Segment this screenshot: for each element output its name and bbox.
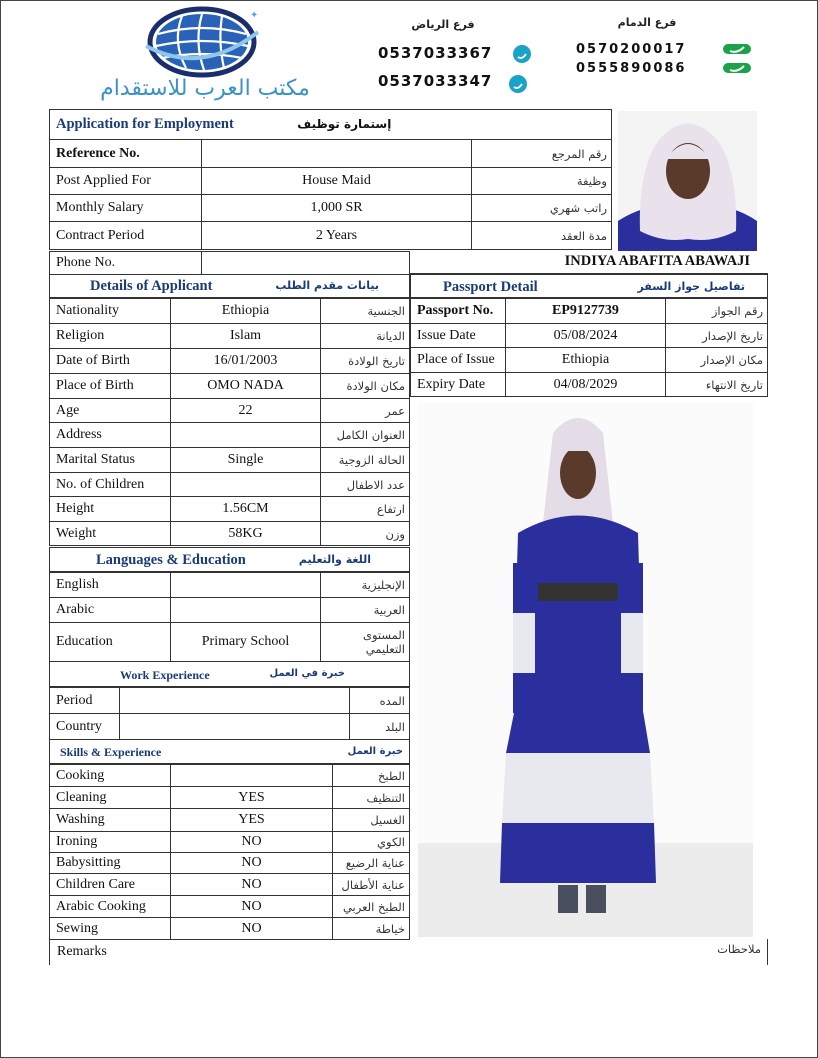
table-row xyxy=(50,874,410,896)
languages-title-en: Languages & Education xyxy=(96,552,246,568)
field-label-ar: مكان الإصدار xyxy=(666,348,768,373)
field-label-ar: المستوى التعليمي xyxy=(321,623,410,662)
table-row xyxy=(50,918,410,940)
branch-dammam-label: فرع الدمام xyxy=(617,16,677,29)
remarks-row xyxy=(49,939,768,965)
portrait-photo xyxy=(618,111,757,251)
table-row xyxy=(50,448,410,473)
field-label: Place of Issue xyxy=(411,348,506,373)
work-section-title xyxy=(49,661,410,687)
field-label-ar: مدة العقد xyxy=(472,222,612,250)
field-label-ar: وظيفة xyxy=(472,168,612,195)
skills-table xyxy=(49,764,410,940)
contract-value[interactable]: 2 Years xyxy=(202,222,472,250)
table-row xyxy=(411,348,768,373)
table-row xyxy=(50,809,410,832)
applicant-section-title xyxy=(49,274,410,298)
field-label-ar: العربية xyxy=(321,598,410,623)
field-label: Arabic Cooking xyxy=(50,896,171,918)
field-value[interactable]: OMO NADA xyxy=(171,374,321,399)
field-label-ar: الكوي xyxy=(333,832,410,853)
field-label: Education xyxy=(50,623,171,662)
field-value[interactable]: 58KG xyxy=(171,522,321,546)
languages-table xyxy=(49,572,410,662)
field-label-ar: العنوان الكامل xyxy=(321,423,410,448)
remarks-label-ar: ملاحظات xyxy=(717,942,761,956)
field-value[interactable] xyxy=(120,714,350,740)
phone-value[interactable] xyxy=(202,252,410,275)
field-label-ar: عناية الرضيع xyxy=(333,853,410,874)
field-value[interactable]: YES xyxy=(171,809,333,832)
table-row xyxy=(50,252,410,275)
field-label-ar: تاريخ الإصدار xyxy=(666,324,768,348)
full-body-photo xyxy=(418,403,753,937)
field-value[interactable]: NO xyxy=(171,918,333,940)
field-label: Post Applied For xyxy=(50,168,202,195)
table-row xyxy=(50,497,410,522)
field-value[interactable]: Single xyxy=(171,448,321,473)
field-label: Ironing xyxy=(50,832,171,853)
field-value[interactable] xyxy=(171,423,321,448)
field-label: Weight xyxy=(50,522,171,546)
field-label: English xyxy=(50,573,171,598)
table-row xyxy=(50,522,410,546)
skills-section-title xyxy=(49,739,410,764)
field-label-ar: عناية الأطفال xyxy=(333,874,410,896)
riyadh-phone-1[interactable]: 0537033367 xyxy=(378,44,493,62)
applicant-title-en: Details of Applicant xyxy=(90,278,213,294)
work-title-ar: خبرة في العمل xyxy=(269,668,345,679)
table-row xyxy=(50,623,410,662)
field-label: Date of Birth xyxy=(50,349,171,374)
field-label: Address xyxy=(50,423,171,448)
field-label-ar: وزن xyxy=(321,522,410,546)
field-label: Sewing xyxy=(50,918,171,940)
field-label: Washing xyxy=(50,809,171,832)
field-label-ar: عمر xyxy=(321,399,410,423)
field-label: Reference No. xyxy=(50,140,202,168)
field-value[interactable]: Islam xyxy=(171,324,321,349)
passport-table xyxy=(410,298,768,397)
field-label-ar: الإنجليزية xyxy=(321,573,410,598)
field-label: Religion xyxy=(50,324,171,349)
field-label-ar: الديانة xyxy=(321,324,410,349)
table-row xyxy=(411,299,768,324)
passport-title-ar: تفاصيل جواز السفر xyxy=(637,280,745,293)
dammam-phone-1[interactable]: 0570200017 xyxy=(576,42,687,57)
table-row xyxy=(50,573,410,598)
field-label: Children Care xyxy=(50,874,171,896)
table-row xyxy=(50,896,410,918)
table-row xyxy=(50,423,410,448)
field-value[interactable] xyxy=(171,765,333,787)
table-row xyxy=(50,168,612,195)
field-label-ar: تاريخ الانتهاء xyxy=(666,373,768,397)
skills-title-en: Skills & Experience xyxy=(60,745,162,759)
field-value[interactable] xyxy=(171,598,321,623)
field-value[interactable]: Primary School xyxy=(171,623,321,662)
table-row xyxy=(50,349,410,374)
logo xyxy=(70,6,340,106)
field-label-ar: الغسيل xyxy=(333,809,410,832)
field-value[interactable]: Ethiopia xyxy=(506,348,666,373)
field-label: Height xyxy=(50,497,171,522)
field-value[interactable]: NO xyxy=(171,832,333,853)
field-value[interactable]: Ethiopia xyxy=(171,299,321,324)
field-value[interactable]: NO xyxy=(171,853,333,874)
field-label: Cleaning xyxy=(50,787,171,809)
field-label-ar: مكان الولادة xyxy=(321,374,410,399)
field-label: Marital Status xyxy=(50,448,171,473)
work-title-en: Work Experience xyxy=(120,668,210,682)
table-row xyxy=(411,373,768,397)
phone-label: Phone No. xyxy=(50,252,202,275)
application-title-ar: إستمارة توظيف xyxy=(297,117,392,131)
field-value[interactable]: 16/01/2003 xyxy=(171,349,321,374)
field-label-ar: راتب شهري xyxy=(472,195,612,222)
field-label-ar: عدد الاطفال xyxy=(321,473,410,497)
field-label: Monthly Salary xyxy=(50,195,202,222)
field-value[interactable]: 1.56CM xyxy=(171,497,321,522)
table-row xyxy=(50,598,410,623)
field-label-ar: البلد xyxy=(350,714,410,740)
table-row xyxy=(50,473,410,497)
field-label-ar: رقم الجواز xyxy=(666,299,768,324)
field-label: Expiry Date xyxy=(411,373,506,397)
field-label-ar: المده xyxy=(350,688,410,714)
applicant-title-ar: بيانات مقدم الطلب xyxy=(275,279,379,292)
table-row xyxy=(50,195,612,222)
field-label: Arabic xyxy=(50,598,171,623)
languages-section-title xyxy=(49,547,410,572)
branch-riyadh-label: فرع الرياض xyxy=(411,18,475,31)
table-row xyxy=(50,299,410,324)
field-value[interactable] xyxy=(171,573,321,598)
applicant-table xyxy=(49,298,410,546)
field-label-ar: التنظيف xyxy=(333,787,410,809)
reference-value[interactable] xyxy=(202,140,472,168)
svg-text:✦: ✦ xyxy=(250,10,259,21)
field-label: Country xyxy=(50,714,120,740)
field-label: Place of Birth xyxy=(50,374,171,399)
field-label-ar: تاريخ الولادة xyxy=(321,349,410,374)
field-label-ar: الطبخ العربي xyxy=(333,896,410,918)
field-label-ar: الحالة الزوجية xyxy=(321,448,410,473)
table-row xyxy=(50,324,410,349)
phone-icon xyxy=(722,61,752,75)
field-value[interactable] xyxy=(171,473,321,497)
field-label: Contract Period xyxy=(50,222,202,250)
table-row xyxy=(50,222,612,250)
table-row xyxy=(50,374,410,399)
post-value[interactable]: House Maid xyxy=(202,168,472,195)
application-title-en: Application for Employment xyxy=(56,116,234,132)
field-value[interactable]: NO xyxy=(171,896,333,918)
remarks-label: Remarks xyxy=(57,944,107,959)
work-table xyxy=(49,687,410,740)
field-label-ar: الجنسية xyxy=(321,299,410,324)
phone-icon xyxy=(722,42,752,56)
field-value[interactable]: 05/08/2024 xyxy=(506,324,666,348)
table-row xyxy=(50,399,410,423)
field-label-ar: ارتفاع xyxy=(321,497,410,522)
field-label-ar: خياطة xyxy=(333,918,410,940)
field-value[interactable]: NO xyxy=(171,874,333,896)
table-row xyxy=(50,832,410,853)
field-value[interactable]: YES xyxy=(171,787,333,809)
field-label: No. of Children xyxy=(50,473,171,497)
field-label: Nationality xyxy=(50,299,171,324)
application-title-row xyxy=(50,110,612,140)
table-row xyxy=(50,140,612,168)
dammam-phone-2[interactable]: 0555890086 xyxy=(576,61,687,76)
field-label: Period xyxy=(50,688,120,714)
languages-title-ar: اللغة والتعليم xyxy=(298,553,371,566)
table-row xyxy=(50,787,410,809)
field-value[interactable]: 22 xyxy=(171,399,321,423)
field-label: Babysitting xyxy=(50,853,171,874)
field-label: Age xyxy=(50,399,171,423)
skills-title-ar: خبرة العمل xyxy=(347,746,403,757)
salary-value[interactable]: 1,000 SR xyxy=(202,195,472,222)
field-label: Issue Date xyxy=(411,324,506,348)
phone-row xyxy=(49,251,410,275)
field-label: Cooking xyxy=(50,765,171,787)
application-table xyxy=(49,109,612,140)
table-row xyxy=(411,324,768,348)
riyadh-phone-2[interactable]: 0537033347 xyxy=(378,72,493,90)
passport-title-en: Passport Detail xyxy=(443,279,538,295)
field-label-ar: رقم المرجع xyxy=(472,140,612,168)
field-value[interactable]: EP9127739 xyxy=(506,299,666,324)
application-fields xyxy=(49,139,612,250)
table-row xyxy=(50,714,410,740)
table-row xyxy=(50,688,410,714)
table-row xyxy=(50,765,410,787)
passport-section-title xyxy=(410,274,768,298)
table-row xyxy=(50,853,410,874)
globe-icon xyxy=(142,6,262,78)
applicant-name: INDIYA ABAFITA ABAWAJI xyxy=(564,253,750,269)
whatsapp-icon xyxy=(512,44,532,64)
field-label-ar: الطبخ xyxy=(333,765,410,787)
field-value[interactable] xyxy=(120,688,350,714)
whatsapp-icon xyxy=(508,74,528,94)
field-label: Passport No. xyxy=(411,299,506,324)
logo-text: مكتب العرب للاستقدام xyxy=(100,76,310,101)
field-value[interactable]: 04/08/2029 xyxy=(506,373,666,397)
